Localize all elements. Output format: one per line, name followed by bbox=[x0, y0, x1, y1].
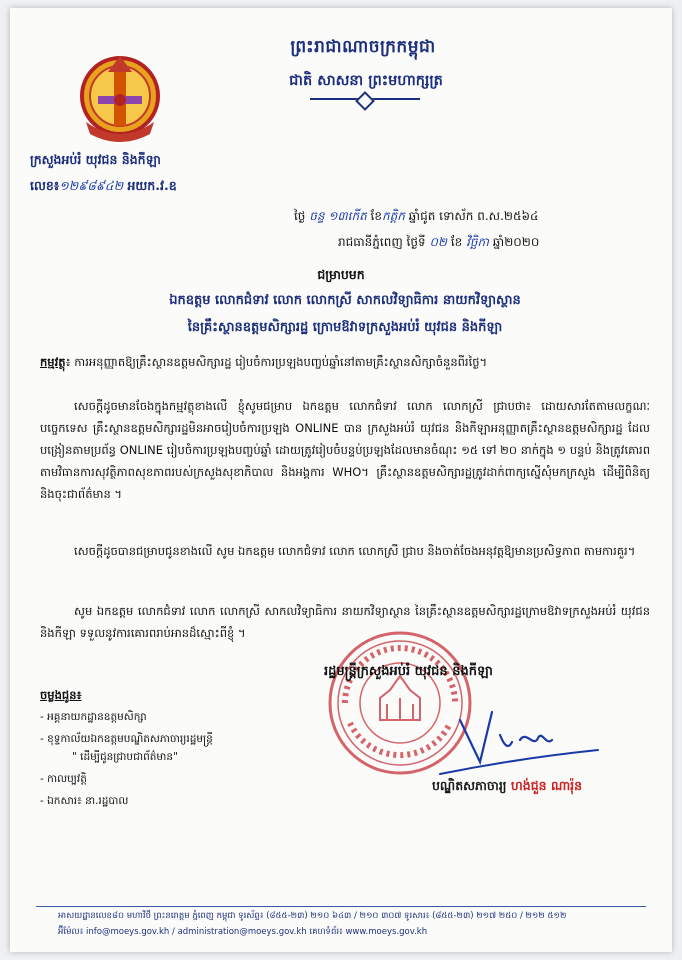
reference-handwritten-number: ១២៩៨៩៤២ bbox=[59, 178, 124, 193]
lunar-suffix: ឆ្នាំជូត ទោស័ក ព.ស.២៥៦៤ bbox=[408, 209, 539, 223]
footer-address: អាសយដ្ឋានលេខ៨០ មហាវិថី ព្រះនរោត្តម ភ្នំពេញ កម្ពុជា ទូរស័ព្ទ៖ (៨៥៥-២៣) ២១០ ៦៤៣ / ២១០ ៣០៧ ទូរសារ៖ (៨៥៥-២៣) ២១៧ ២៥០ / ២១២ ៥១២ bbox=[58, 911, 567, 921]
solar-date bbox=[338, 234, 539, 252]
ministry-emblem-icon bbox=[78, 50, 162, 142]
signer-name bbox=[432, 778, 582, 797]
lunar-day: ចន្ទ ១៣កើត bbox=[309, 209, 367, 223]
lunar-date bbox=[294, 208, 538, 226]
lunar-prefix: ថ្ងៃ bbox=[294, 209, 306, 223]
solar-month-prefix: ខែ bbox=[450, 235, 463, 249]
signer-honorific: បណ្ឌិតសភាចារ្យ bbox=[432, 778, 507, 793]
recipient-line-2: នៃគ្រឹះស្ថានឧត្តមសិក្សារដ្ឋ ក្រោមឱវាទក្រសួងអប់រំ យុវជន និងកីឡា bbox=[187, 320, 503, 335]
subject-text: ៖ ការអនុញ្ញាតឱ្យគ្រឹះស្ថានឧត្តមសិក្សារដ្ឋ រៀបចំការប្រឡងបញ្ចប់ឆ្នាំនៅតាមគ្រឹះស្ថានសិក្សាចំនួនពីរថ្ងៃ។ bbox=[65, 355, 488, 369]
cc-item: - ខុទ្ទកាល័យឯកឧត្តមបណ្ឌិតសភាចារ្យរដ្ឋមន្ត្រី bbox=[40, 733, 213, 745]
cc-item: " ដើម្បីជូនជ្រាបជាព័ត៌មាន" bbox=[72, 751, 178, 763]
body-paragraph-1: សេចក្តីដូចមានចែងក្នុងកម្មវត្ថុខាងលើ ខ្ញុំសូមជម្រាប ឯកឧត្តម លោកជំទាវ លោក លោកស្រី ជ្រាបថា៖ ដោយសារតែតាមលក្ខណៈបច្ចេកទេស គ្រឹះស្ថានឧត្តមសិក្សារដ្ឋមិនអាចរៀបចំការប្រឡង ONLINE បាន ក្រសួងអប់រំ យុវជន និងកីឡាអនុញ្ញាតគ្រឹះស្ថានឧត្តមសិក្សារដ្ឋ ដែលបង្រៀនតាមប្រព័ន្ធ ONLINE រៀបចំការប្រឡងបញ្ចប់ឆ្នាំ ដោយត្រូវរៀបចំបន្ទប់ប្រឡងដែលមានចំណុះ ១៥ ទៅ ២០ នាក់ក្នុង ១ បន្ទប់ និងត្រូវគោរពតាមវិធានការសុវត្ថិភាពសុខភាពរបស់ក្រសួងសុខាភិបាល និងអង្គការ WHO។ គ្រឹះស្ថានឧត្តមសិក្សារដ្ឋត្រូវដាក់ពាក្យស្នើសុំមកក្រសួង ដើម្បីពិនិត្យ និងចុះជាព័ត៌មាន ។ bbox=[40, 399, 650, 501]
cc-item: - អគ្គនាយកដ្ឋានឧត្តមសិក្សា bbox=[40, 711, 147, 723]
reference-suffix: អយក.វ.ឧ bbox=[127, 178, 177, 193]
subject-label: កម្មវត្ថុ bbox=[40, 355, 66, 369]
cc-title: ចម្លងជូន៖ bbox=[40, 688, 82, 702]
footer-contacts: អ៊ីម៉ែល៖ info@moeys.gov.kh / administration@moeys.gov.kh គេហទំព័រ៖ www.moeys.gov.kh bbox=[58, 927, 428, 937]
solar-year: ឆ្នាំ២០២០ bbox=[492, 235, 540, 249]
handwritten-signature-icon bbox=[430, 700, 600, 780]
solar-prefix: រាជធានីភ្នំពេញ ថ្ងៃទី bbox=[338, 235, 426, 249]
solar-month: វិច្ឆិកា bbox=[466, 235, 489, 249]
cc-item: - ឯកសារ៖ នា.រដ្ឋបាល bbox=[40, 795, 129, 807]
body-paragraph-3: សូម ឯកឧត្តម លោកជំទាវ លោក លោកស្រី សាកលវិទ្យាធិការ នាយកវិទ្យាស្ថាន នៃគ្រឹះស្ថានឧត្តមសិក្សារដ្ឋក្រោមឱវាទក្រសួងអប់រំ យុវជន និងកីឡា ទទួលនូវការគោរពរាប់អានដ៏ស្មោះពីខ្ញុំ ។ bbox=[40, 604, 650, 640]
cc-item: - កាលប្បវត្តិ bbox=[40, 773, 87, 785]
national-motto: ជាតិ សាសនា ព្រះមហាក្សត្រ bbox=[289, 73, 443, 89]
salutation: ជម្រាបមក bbox=[317, 267, 365, 282]
motto-ornament bbox=[310, 98, 420, 100]
signer-fullname: ហង់ជួន ណារ៉ុន bbox=[510, 778, 583, 793]
subject-line bbox=[40, 353, 650, 372]
recipient-line-1: ឯកឧត្តម លោកជំទាវ លោក លោកស្រី សាកលវិទ្យាធិការ នាយកវិទ្យាស្ថាន bbox=[169, 293, 521, 308]
lunar-month: កត្តិក bbox=[381, 209, 405, 223]
kingdom-title: ព្រះរាជាណាចក្រកម្ពុជា bbox=[290, 37, 436, 57]
signer-title: រដ្ឋមន្ត្រីក្រសួងអប់រំ យុវជន និងកីឡា bbox=[324, 664, 493, 679]
footer-divider bbox=[36, 906, 646, 907]
body-paragraph-2: សេចក្តីដូចបានជម្រាបជូនខាងលើ សូម ឯកឧត្តម លោកជំទាវ លោក លោកស្រី ជ្រាប និងចាត់ចែងអនុវត្តឱ្យមានប្រសិទ្ធភាព តាមការគួរ។ bbox=[74, 544, 636, 558]
ministry-name: ក្រសួងអប់រំ យុវជន និងកីឡា bbox=[30, 152, 161, 167]
lunar-month-prefix: ខែ bbox=[370, 209, 382, 223]
reference-number bbox=[30, 178, 177, 197]
solar-day: ០២ bbox=[429, 235, 448, 249]
reference-label: លេខ៖ bbox=[30, 178, 60, 193]
